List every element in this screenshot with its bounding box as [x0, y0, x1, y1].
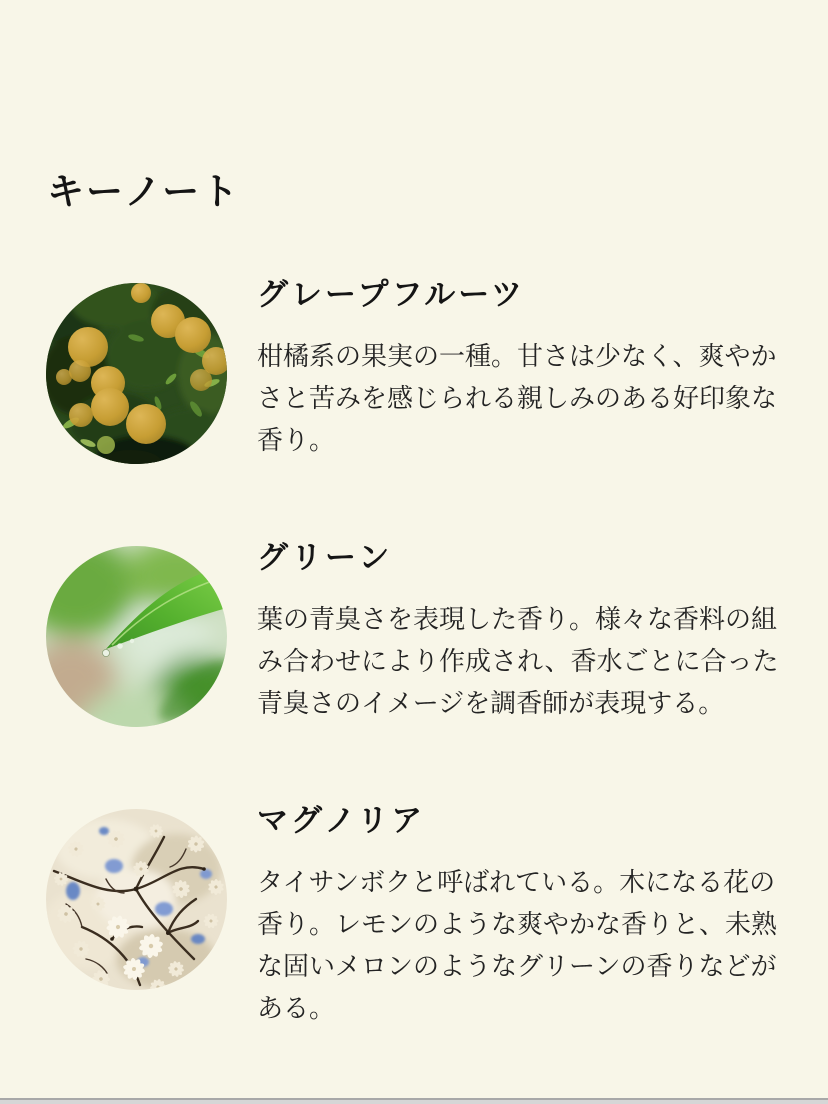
- green-leaf-image: [46, 546, 227, 727]
- note-title-magnolia: マグノリア: [257, 803, 426, 839]
- note-title-green: グリーン: [257, 540, 393, 576]
- note-title-grapefruit: グレープフルーツ: [257, 277, 525, 313]
- grapefruit-tree-image: [46, 283, 227, 464]
- note-description-magnolia: タイサンボクと呼ばれている。木になる花の香り。レモンのような爽やかな香りと、未熟な固いメロンのようなグリーンの香りなどがある。: [257, 867, 778, 1024]
- note-description-green: 葉の青臭さを表現した香り。様々な香料の組み合わせにより作成され、香水ごとに合った青臭さのイメージを調香師が表現する。: [257, 604, 779, 719]
- horizontal-scrollbar-track[interactable]: [0, 1098, 828, 1104]
- note-item-green: [46, 540, 828, 727]
- magnolia-flowers-image: [46, 809, 227, 990]
- magnolia-photo: [46, 809, 227, 990]
- note-item-magnolia: [46, 803, 828, 1029]
- green-photo: [46, 546, 227, 727]
- grapefruit-photo: [46, 283, 227, 464]
- section-heading: キーノート: [47, 171, 241, 212]
- note-item-grapefruit: [46, 277, 828, 464]
- note-description-grapefruit: 柑橘系の果実の一種。甘さは少なく、爽やかさと苦みを感じられる親しみのある好印象な香り。: [257, 341, 778, 456]
